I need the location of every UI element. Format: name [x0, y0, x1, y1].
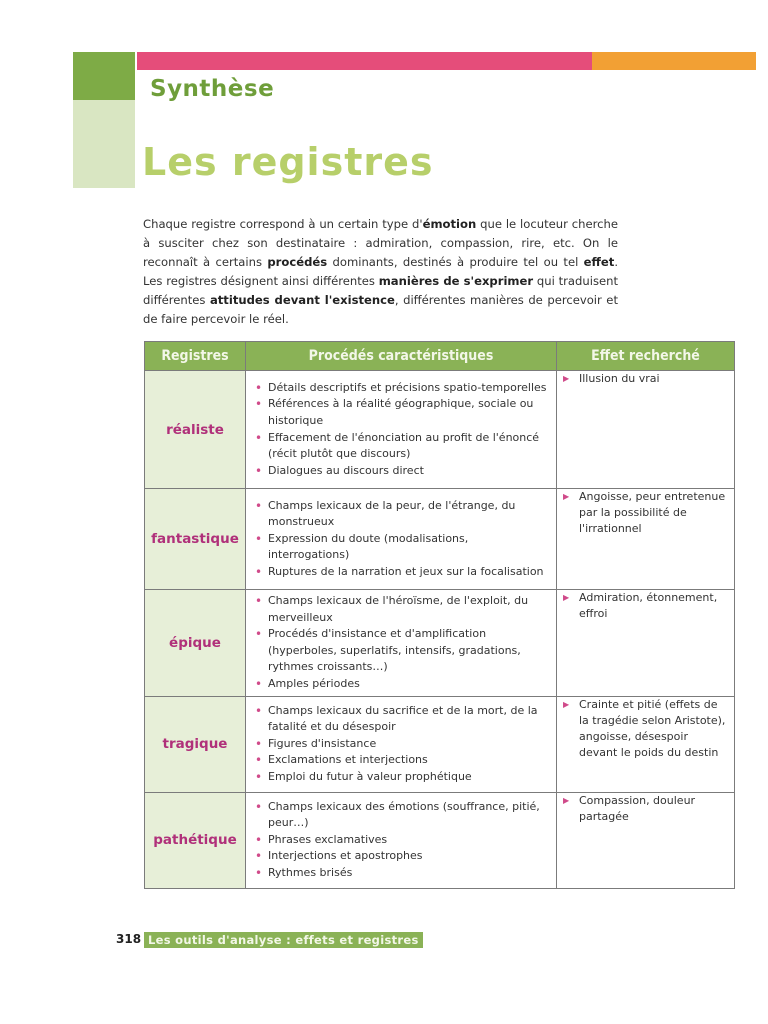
intro-text: , différentes manières de percevoir et de faire percevoir le réel.: [143, 292, 618, 326]
intro-keyword: émotion: [422, 216, 477, 231]
procedes-list: [254, 703, 552, 786]
green-side-bar: [73, 100, 135, 188]
registre-name: pathétique: [145, 792, 246, 888]
procedes-list: [254, 380, 552, 480]
procedes-cell: [246, 371, 557, 489]
chapter-label: Les outils d'analyse : effets et registres: [144, 932, 423, 948]
header-procedes: Procédés caractéristiques: [246, 342, 557, 371]
intro-keyword: effet: [583, 254, 615, 269]
intro-keyword: manières de s'exprimer: [378, 273, 534, 288]
list-item: • Dialogues au discours direct: [254, 463, 552, 480]
procedes-list: [254, 498, 552, 581]
effet-text: ▶ Angoisse, peur entretenue par la possibilité de l'irrationnel: [563, 489, 726, 537]
effet-cell: [557, 371, 735, 489]
list-item: • Amples périodes: [254, 676, 552, 693]
registre-name: tragique: [145, 696, 246, 792]
list-item: • Exclamations et interjections: [254, 752, 552, 769]
effet-cell: [557, 590, 735, 697]
effet-text: ▶ Crainte et pitié (effets de la tragédie selon Aristote), angoisse, désespoir devant le poids du destin: [563, 697, 726, 761]
intro-text: Chaque registre correspond à un certain type d': [143, 216, 423, 231]
list-item: • Champs lexicaux des émotions (souffrance, pitié, peur…): [254, 799, 552, 832]
list-item: • Effacement de l'énonciation au profit de l'énoncé (récit plutôt que discours): [254, 430, 552, 463]
effet-text: ▶ Compassion, douleur partagée: [563, 793, 726, 825]
list-item: • Champs lexicaux du sacrifice et de la mort, de la fatalité et du désespoir: [254, 703, 552, 736]
list-item: • Emploi du futur à valeur prophétique: [254, 769, 552, 786]
intro-text: qui traduisent différentes: [143, 273, 619, 307]
top-orange-band: [592, 52, 756, 70]
procedes-cell: [246, 590, 557, 697]
intro-keyword: attitudes devant l'existence: [209, 292, 395, 307]
registres-table: [144, 341, 735, 889]
intro-text: . Les registres désignent ainsi différentes: [143, 254, 618, 288]
list-item: • Interjections et apostrophes: [254, 848, 552, 865]
list-item: • Rythmes brisés: [254, 865, 552, 882]
procedes-cell: [246, 489, 557, 590]
effet-text: ▶ Admiration, étonnement, effroi: [563, 590, 726, 622]
procedes-cell: [246, 792, 557, 888]
section-label: Synthèse: [150, 76, 275, 102]
intro-text: dominants, destinés à produire tel ou tel: [327, 254, 584, 269]
intro-paragraph: [143, 215, 618, 329]
intro-keyword: procédés: [267, 254, 328, 269]
list-item: • Phrases exclamatives: [254, 832, 552, 849]
registre-name: épique: [145, 590, 246, 697]
table-row: [145, 489, 735, 590]
procedes-list: [254, 593, 552, 693]
list-item: • Figures d'insistance: [254, 736, 552, 753]
effet-text: ▶ Illusion du vrai: [563, 371, 726, 387]
list-item: • Champs lexicaux de l'héroïsme, de l'exploit, du merveilleux: [254, 593, 552, 626]
list-item: • Ruptures de la narration et jeux sur la focalisation: [254, 564, 552, 581]
table-row: [145, 696, 735, 792]
registre-name: fantastique: [145, 489, 246, 590]
procedes-list: [254, 799, 552, 882]
list-item: • Procédés d'insistance et d'amplification (hyperboles, superlatifs, intensifs, gradations, rythmes croissants…): [254, 626, 552, 676]
header-registres: Registres: [145, 342, 246, 371]
table-row: [145, 792, 735, 888]
table-header-row: [145, 342, 735, 371]
page-number: 318: [116, 932, 142, 946]
list-item: • Références à la réalité géographique, sociale ou historique: [254, 396, 552, 429]
effet-cell: [557, 792, 735, 888]
table-row: [145, 590, 735, 697]
page-title: Les registres: [142, 140, 434, 184]
effet-cell: [557, 696, 735, 792]
intro-text: que le locuteur cherche à susciter chez son destinataire : admiration, compassion, rire, etc. On le reconnaît à certains: [143, 216, 618, 269]
header-effet: Effet recherché: [557, 342, 735, 371]
table-row: [145, 371, 735, 489]
top-pink-band: [137, 52, 592, 70]
list-item: • Champs lexicaux de la peur, de l'étrange, du monstrueux: [254, 498, 552, 531]
list-item: • Expression du doute (modalisations, interrogations): [254, 531, 552, 564]
list-item: • Détails descriptifs et précisions spatio-temporelles: [254, 380, 552, 397]
procedes-cell: [246, 696, 557, 792]
effet-cell: [557, 489, 735, 590]
registre-name: réaliste: [145, 371, 246, 489]
green-tab-marker: [73, 52, 135, 100]
